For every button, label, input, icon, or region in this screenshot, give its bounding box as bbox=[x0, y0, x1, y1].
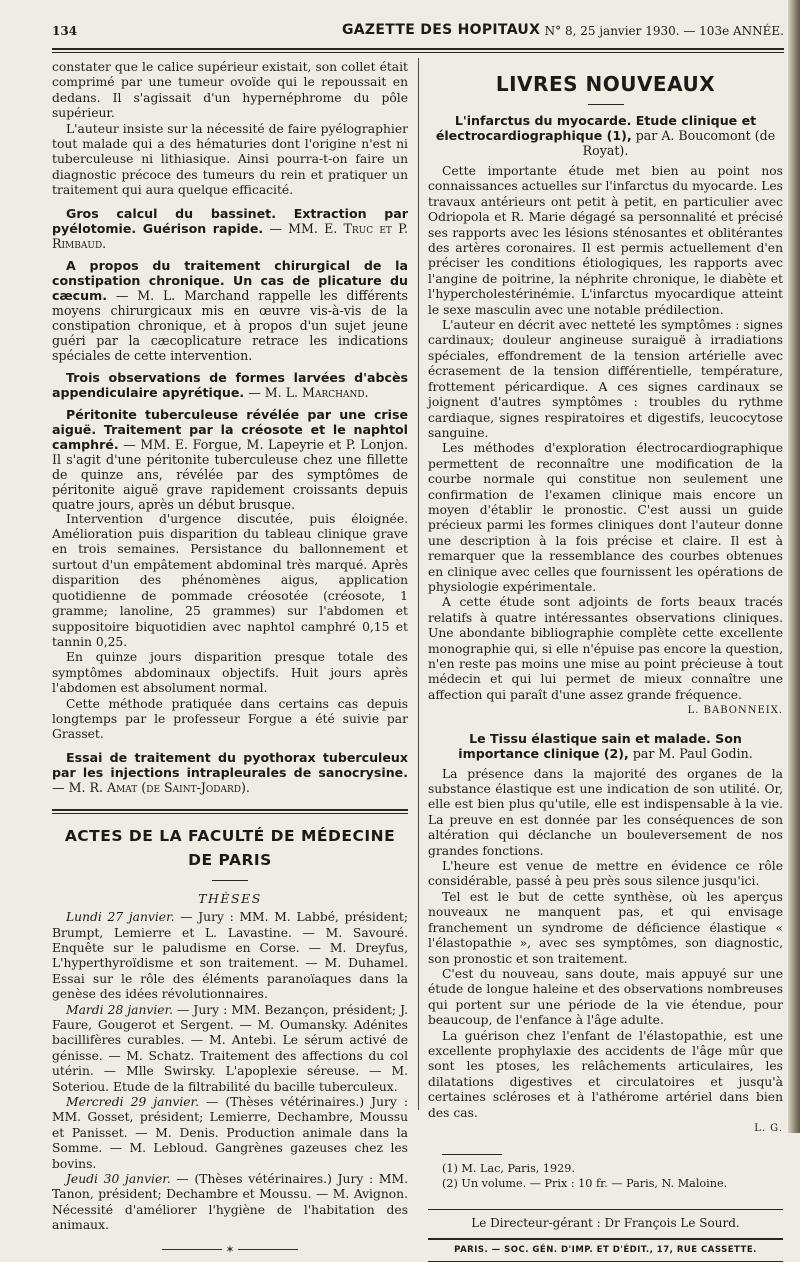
journal-title: GAZETTE DES HOPITAUX bbox=[342, 22, 541, 38]
printer-line: PARIS. — SOC. GÉN. D'IMP. ET D'ÉDIT., 17, RUE CASSETTE. bbox=[428, 1238, 783, 1262]
faculty-section-title: ACTES DE LA FACULTÉ DE MÉDECINE DE PARIS bbox=[64, 826, 396, 869]
directeur-gerant: Le Directeur-gérant : Dr François Le Sourd. bbox=[428, 1209, 783, 1231]
paragraph: La présence dans la majorité des organes de la substance élastique est une indication de son utilité. Or, elle est bien plus qu'utile, elle est indispensable à la vie. La preuve en est donnée par les conséquences de son altération qui déclanche un bouleversement de nos grandes fonctions. bbox=[428, 766, 783, 858]
paragraph: C'est du nouveau, sans doute, mais appuyé sur une étude de longue haleine et des observations nombreuses qui portent sur une période de la vie étendue, pour beaucoup, de l'enfance à l'âge adulte. bbox=[428, 966, 783, 1028]
books-section-title: LIVRES NOUVEAUX bbox=[495, 72, 716, 96]
article-heading: Trois observations de formes larvées d'abcès appendiculaire apyrétique. — M. L. Marchand. bbox=[52, 369, 408, 400]
thesis-entry: Mardi 28 janvier. — Jury : MM. Bezançon, président; J. Faure, Gougerot et Sergent. — M. Oumansky. Adénites bacillifères curables. — M. Antebi. Le sérum activé de génisse. — M. Schatz. Traitement des affections du col utérin. — Mlle Swirsky. L'apoplexie séreuse. — M. Soteriou. Etude de la filtrabilité du bacille tuberculeux. bbox=[52, 1002, 408, 1094]
footnote: (1) M. Lac, Paris, 1929. bbox=[442, 1162, 575, 1176]
header-rule-thin bbox=[52, 52, 784, 53]
paragraph: Cette méthode pratiquée dans certains cas depuis longtemps par le professeur Forgue a été suivie par Grasset. bbox=[52, 696, 408, 742]
end-ornament: ✶ bbox=[52, 1242, 408, 1257]
paragraph: L'heure est venue de mettre en évidence ce rôle considérable, passé à peu près sous silence jusqu'ici. bbox=[428, 859, 783, 889]
paragraph: constater que le calice supérieur existait, son collet était comprimé par une tumeur ovoïde qui le repoussait en dedans. Il s'agissait d'un hypernéphrome du pôle supérieur. bbox=[52, 60, 408, 121]
paragraph: Les méthodes d'exploration électrocardiographique permettent de reconnaître une modification de la courbe normale qui constitue non seulement une confirmation de l'examen clinique mais encore un moyen d'établir le pronostic. C'est aussi un guide précieux parmi les formes cliniques dont l'auteur donne une description à la fois précise et claire. Il est à remarquer que la ressemblance des courbes obtenues en clinique avec celles que fournissent les opérations de physiologie expérimentale. bbox=[428, 441, 783, 594]
paragraph: L'auteur en décrit avec netteté les symptômes : signes cardinaux; douleur angineuse suraiguë à irradiations spéciales, effondrement de la tension artérielle avec écrasement de la tension différentielle, température, frottement péricardique. A ces signes cardinaux se joignent d'autres symptômes : troubles du rythme cardiaque, signes respiratoires et digestifs, leucocytose sanguine. bbox=[428, 318, 783, 440]
book-heading: Le Tissu élastique sain et malade. Son importance clinique (2), par M. Paul Godin. bbox=[458, 730, 753, 761]
thesis-entry: Lundi 27 janvier. — Jury : MM. M. Labbé, président; Brumpt, Lemierre et L. Lavastine. — M. Savouré. Enquête sur le paludisme en Corse. — M. Dreyfus, L'hyperthyroïdisme et son traitement. — M. Duhamel. Essai sur le rôle des éléments paranoïaques dans la genèse des idées révolutionnaires. bbox=[52, 910, 409, 1002]
footnote: (2) Un volume. — Prix : 10 fr. — Paris, N. Maloine. bbox=[442, 1177, 728, 1191]
article-heading: A propos du traitement chirurgical de la constipation chronique. Un cas de plicature du cæcum. — M. L. Marchand rappelle les différents moyens chirurgicaux mis en œuvre vis-à-vis de la constipation chronique, et à propos d'un sujet jeune guéri par la cæcoplicature retrace les indications spéciales de cette intervention. bbox=[52, 257, 408, 363]
paragraph: En quinze jours disparition presque totale des symptômes abdominaux objectifs. Huit jours après l'abdomen est absolument normal. bbox=[52, 650, 408, 696]
header-rule bbox=[52, 48, 784, 50]
review-signature: L. G. bbox=[754, 1122, 783, 1134]
page-edge-shadow bbox=[788, 0, 800, 1133]
paragraph: A cette étude sont adjoints de forts beaux tracés relatifs à quatre intéressantes observations cliniques. Une abondante bibliographie complète cette excellente monographie qui, si elle n'épuise pas encore la question, n'en reste pas moins une mise au point précieuse à tout médecin et qui lui permet de mieux connaître une affection qui paraît d'une assez grande fréquence. bbox=[428, 595, 783, 702]
footnote-rule bbox=[442, 1154, 502, 1155]
thesis-entry: Mercredi 29 janvier. — (Thèses vétérinaires.) Jury : MM. Gosset, président; Lemierre, Dechambre, Moussu et Panisset. — M. Denis. Production animale dans la Somme. — M. Lebloud. Gangrènes gazeuses chez les bovins. bbox=[52, 1095, 408, 1171]
paragraph: Cette importante étude met bien au point nos connaissances actuelles sur l'infarctus du myocarde. Les travaux antérieurs ont petit à petit, en particulier avec Odriopola et R. Marie dégagé sa personnalité et précisé ses rapports avec les lésions sténosantes et oblitérantes des artères coronaires. Il est permis actuellement d'en préciser les conditions étiologiques, les rapports avec l'angine de poitrine, la néphrite chronique, le diabète et l'hypercholestérinémie. L'infarctus myocardique atteint le sexe masculin avec une notable prédilection. bbox=[428, 164, 783, 317]
paragraph: Intervention d'urgence discutée, puis éloignée. Amélioration puis disparition du tableau clinique grave en trois semaines. Persistance du ballonnement et surtout d'un empâtement abdominal très marqué. Après disparition des phénomènes aigus, application quotidienne de pommade créosotée (créosote, 1 gramme; lanoline, 25 grammes) sur l'abdomen et suppositoire biquotidien avec naphtol camphré 0,15 et tannin 0,25. bbox=[52, 511, 408, 649]
right-column bbox=[428, 60, 783, 1262]
theses-label: THÈSES bbox=[198, 890, 262, 906]
page-number: 134 bbox=[52, 24, 78, 38]
article-heading: Gros calcul du bassinet. Extraction par pyélotomie. Guérison rapide. — MM. E. Truc et P. Rimbaud. bbox=[52, 205, 408, 251]
thesis-entry: Jeudi 30 janvier. — (Thèses vétérinaires.) Jury : MM. Tanon, président; Dechambre et Moussu. — M. Avignon. Nécessité d'améliorer l'hygiène de l'habitation des animaux. bbox=[52, 1172, 408, 1233]
running-header bbox=[52, 22, 784, 44]
article-heading: Péritonite tuberculeuse révélée par une crise aiguë. Traitement par la créosote et le naphtol camphré. — MM. E. Forgue, M. Lapeyrie et P. Lonjon. Il s'agit d'une péritonite tuberculeuse chez une fillette de quinze ans, révélée par des symptômes de péritonite aiguë grave rapidement croissants depuis quatre jours, après un début brusque. bbox=[52, 406, 408, 512]
title-rule bbox=[212, 880, 248, 881]
left-column bbox=[52, 60, 408, 1257]
column-divider bbox=[418, 58, 419, 1110]
paragraph: La guérison chez l'enfant de l'élastopathie, est une excellente prophylaxie des accidents de l'âge mûr que sont les ptoses, les relâchements articulaires, les dilatations digestives et circulatoires et jusqu'à certaines scléroses et à l'athérome artériel dans bien des cas. bbox=[428, 1028, 783, 1120]
review-signature: L. BABONNEIX. bbox=[687, 705, 783, 717]
paragraph: Tel est le but de cette synthèse, où les aperçus nouveaux ne manquent pas, et qui envisage franchement un syndrome de déficience élastique « l'élastopathie », avec ses symptômes, son diagnostic, son pronostic et son traitement. bbox=[428, 889, 783, 966]
title-rule bbox=[588, 104, 624, 105]
paragraph: L'auteur insiste sur la nécessité de faire pyélographier tout malade qui a des hématuries dont l'origine n'est ni tuberculeuse ni lithiasique. Ainsi pourra-t-on faire un diagnostic précoce des tumeurs du rein et pratiquer un traitement qui aura quelque efficacité. bbox=[52, 121, 408, 198]
book-heading: L'infarctus du myocarde. Etude clinique et électrocardiographique (1), par A. Boucomont (de Royat). bbox=[435, 113, 776, 158]
section-rule bbox=[52, 809, 408, 814]
article-heading: Essai de traitement du pyothorax tuberculeux par les injections intrapleurales de sanocrysine. — M. R. Amat (de Saint-Jodard). bbox=[52, 749, 408, 795]
issue-info: N° 8, 25 janvier 1930. — 103e ANNÉE. bbox=[544, 24, 784, 38]
